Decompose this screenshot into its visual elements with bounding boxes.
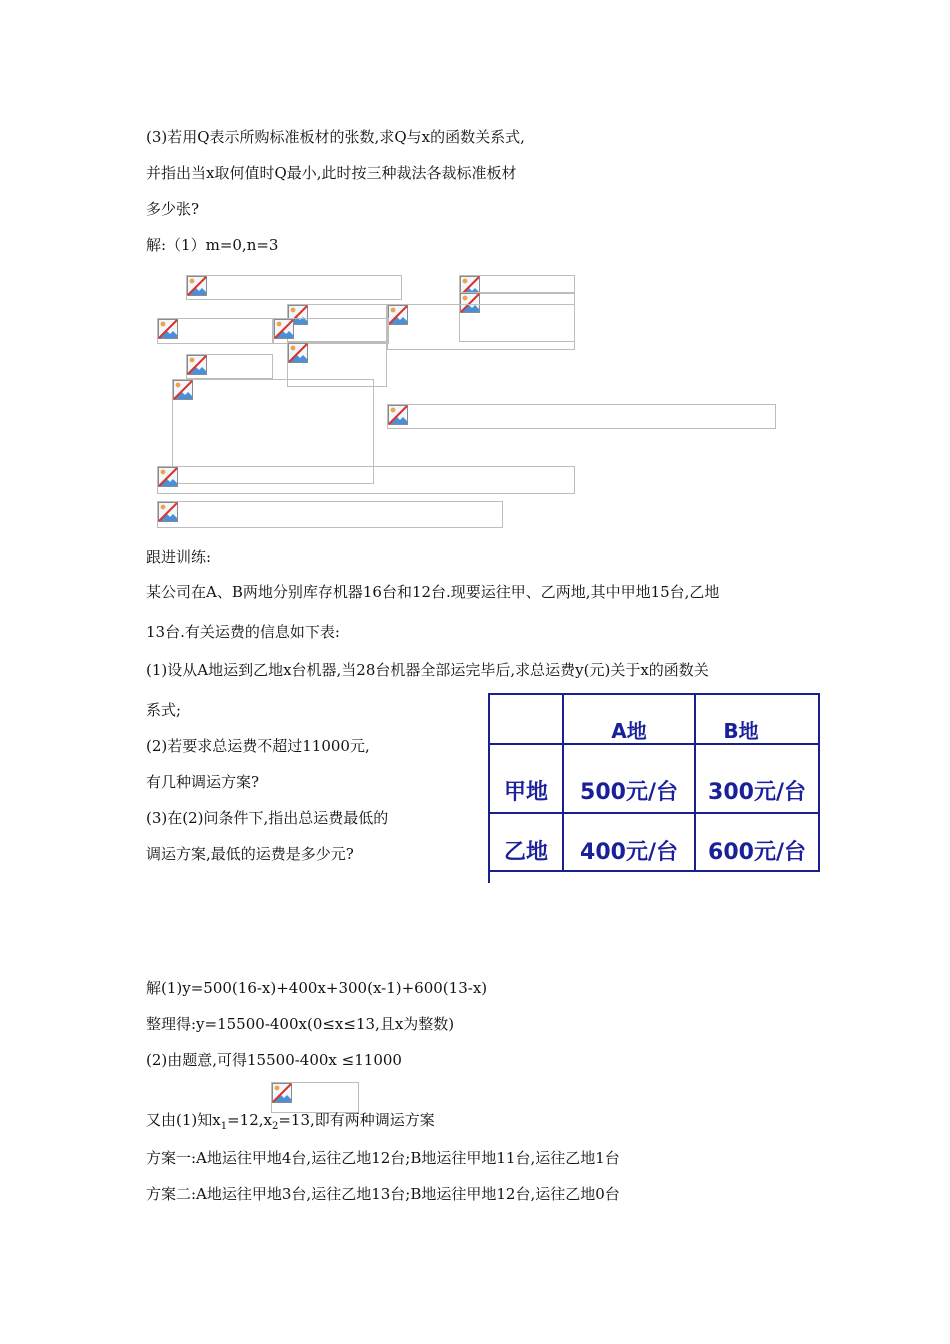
answer-line-2: 整理得:y=15500-400x(0≤x≤13,且x为整数) [146, 1015, 455, 1033]
broken-image-icon [388, 405, 408, 425]
formula-image [157, 501, 503, 528]
broken-image-icon [274, 319, 294, 339]
q3-line-1: (3)在(2)问条件下,指出总运费最低的 [146, 809, 389, 827]
problem-line-1: 某公司在A、B两地分别库存机器16台和12台.现要运往甲、乙两地,其中甲地15台,乙地 [146, 583, 720, 601]
table-cell: 600元/台 [708, 840, 806, 865]
broken-image-icon [388, 305, 408, 325]
broken-image-icon [272, 1083, 292, 1103]
q2-line-1: (2)若要求总运费不超过11000元, [146, 737, 370, 755]
q3-line-2: 调运方案,最低的运费是多少元? [146, 845, 354, 863]
formula-image [157, 318, 273, 344]
formula-image [387, 304, 575, 350]
formula-image [271, 1082, 359, 1113]
table-row-label: 甲地 [503, 780, 548, 805]
q1-line-2: 系式; [146, 701, 182, 719]
formula-image [273, 318, 389, 344]
broken-image-icon [158, 502, 178, 522]
plan-line-1: 方案一:A地运往甲地4台,运往乙地12台;B地运往甲地11台,运往乙地1台 [146, 1149, 620, 1167]
formula-image [186, 354, 273, 379]
formula-image [387, 404, 776, 429]
formula-image [157, 466, 575, 494]
part3-line-1: (3)若用Q表示所购标准板材的张数,求Q与x的函数关系式, [146, 128, 525, 146]
broken-image-icon [158, 319, 178, 339]
table-cell: 400元/台 [580, 840, 678, 865]
problem-line-2: 13台.有关运费的信息如下表: [146, 623, 340, 641]
q1-line-1: (1)设从A地运到乙地x台机器,当28台机器全部运完毕后,求总运费y(元)关于x的函数关 [146, 661, 709, 679]
broken-image-icon [158, 467, 178, 487]
broken-image-icon [187, 276, 207, 296]
part3-line-3: 多少张? [146, 200, 200, 218]
table-row-label: 乙地 [503, 840, 548, 865]
broken-image-icon [288, 343, 308, 363]
q2-line-2: 有几种调运方案? [146, 773, 260, 791]
table-header-b: B地 [723, 719, 759, 743]
broken-image-icon [187, 355, 207, 375]
broken-image-icon [173, 380, 193, 400]
table-cell: 500元/台 [580, 780, 678, 805]
plan-line-2: 方案二:A地运往甲地3台,运往乙地13台;B地运往甲地12台,运往乙地0台 [146, 1185, 620, 1203]
table-cell: 300元/台 [708, 780, 806, 805]
follow-title: 跟进训练: [146, 548, 212, 566]
answer-line-4: 又由(1)知$x_1=12,x_2=13$,即有两种调运方案 [146, 1111, 435, 1132]
answer-line-3: (2)由题意,可得15500-400x ≤11000 [146, 1051, 402, 1069]
answer-line-1: 解(1)y=500(16-x)+400x+300(x-1)+600(13-x) [146, 979, 488, 997]
table-header-a: A地 [611, 719, 647, 743]
part3-line-2: 并指出当x取何值时Q最小,此时按三种裁法各裁标准板材 [146, 164, 517, 182]
solution-line: 解:（1）m=0,n=3 [146, 236, 279, 254]
formula-image [186, 275, 402, 300]
